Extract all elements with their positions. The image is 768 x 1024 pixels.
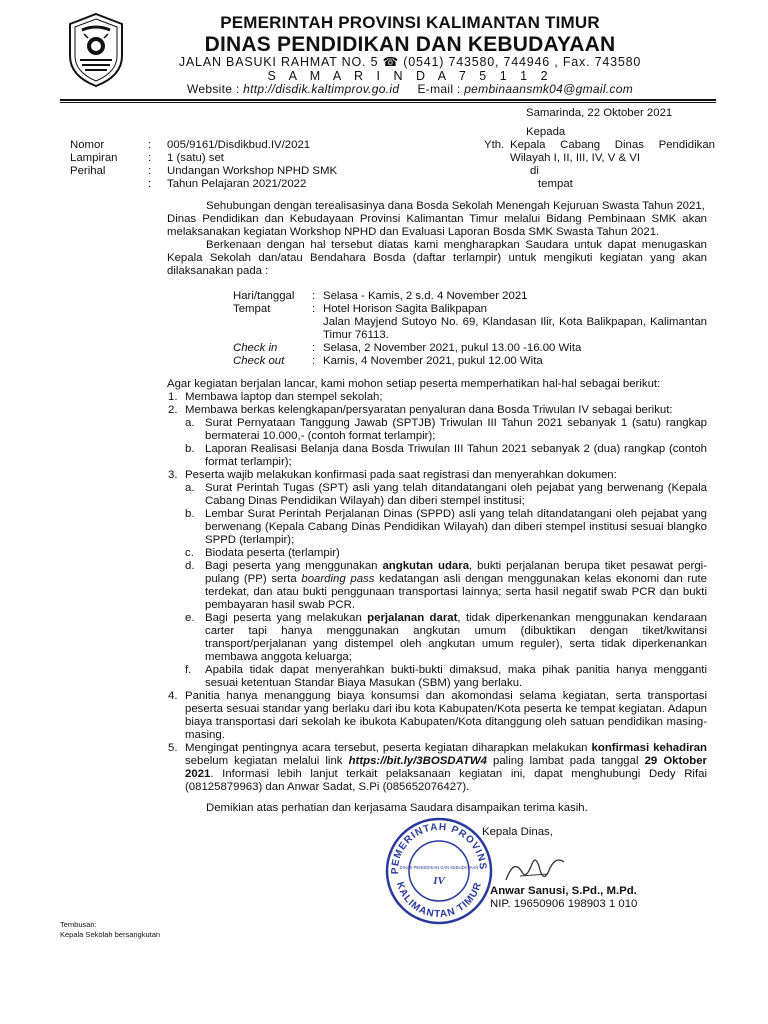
note-4-line3: biaya transportasi dari sekolah ke ibukota Kabupaten/Kota ditanggung oleh satuan pendidikan masing- xyxy=(185,716,707,728)
intro-p1-line1: Sehubungan dengan terealisasinya dana Bosda Sekolah Menengah Kejuruan Swasta Tahun 2021, xyxy=(206,200,705,212)
note-3b-line1: Lembar Surat Perintah Perjalanan Dinas (SPPD) asli yang telah ditandatangani oleh pejabat yang xyxy=(205,508,707,520)
note-3d-line2 xyxy=(205,573,707,586)
note-3a-line2: Cabang Dinas Pendidikan Wilayah) dan diberi stempel institusi; xyxy=(205,495,525,507)
recipient-di: di xyxy=(530,165,539,177)
event-colon: : xyxy=(312,290,316,302)
email-link[interactable]: pembinaansmk04@gmail.com xyxy=(464,82,633,97)
stamp-inner-text: DINAS PENDIDIKAN DAN KEBUDAYAAN xyxy=(399,865,479,870)
registration-link[interactable]: https://bit.ly/3BOSDATW4 xyxy=(348,755,487,767)
note-2b-line2: format terlampir); xyxy=(205,456,292,468)
intro-p2-line3: dilaksanakan pada : xyxy=(167,265,269,277)
note-3b-line2: berwenang (Kepala Cabang Dinas Pendidikan Wilayah) dan diberi stempel institusi sesuai blangko xyxy=(205,521,707,533)
event-colon: : xyxy=(312,355,316,367)
website-label: Website : xyxy=(187,82,244,97)
stamp-bottom-text: KALIMANTAN TIMUR xyxy=(393,880,485,921)
note-5-l2-text-2: paling lambat pada tanggal xyxy=(486,755,645,767)
note-3e-text-2: , tidak diperkenankan menggunakan kendaraan xyxy=(457,612,707,624)
note-3e-line1 xyxy=(205,612,707,625)
note-3d-text: Bagi peserta yang menggunakan xyxy=(205,560,383,572)
list-letter: d. xyxy=(185,560,195,572)
letterhead-contact xyxy=(150,83,670,96)
note-3d-l2-text-2: kedatangan asli dengan menggunakan kelas ekonomi dan rute xyxy=(374,573,707,585)
closing-text: Demikian atas perhatian dan kerjasama Saudara disampaikan terima kasih. xyxy=(206,802,588,814)
intro-p1-line2: Dinas Pendidikan dan Kebudayaan Provinsi Kalimantan Timur melalui Bidang Pembinaan SMK akan xyxy=(167,213,707,225)
list-number: 2. xyxy=(168,404,178,416)
email-label: E-mail : xyxy=(399,82,465,97)
province-emblem-icon xyxy=(66,12,126,88)
letterhead-address: JALAN BASUKI RAHMAT NO. 5 ☎ (0541) 743580, 744946 , Fax. 743580 xyxy=(178,54,642,69)
note-2a-line1: Surat Pernyataan Tanggung Jawab (SPTJB) Triwulan III Tahun 2021 sebanyak 1 (satu) rangkap xyxy=(205,417,707,429)
signatory-nip: NIP. 19650906 198903 1 010 xyxy=(490,898,638,910)
recipient-kepada: Kepada xyxy=(526,126,566,138)
perihal-value-2: Tahun Pelajaran 2021/2022 xyxy=(167,178,307,190)
note-3: Peserta wajib melakukan konfirmasi pada saat registrasi dan menyerahkan dokumen: xyxy=(185,469,617,481)
note-3d-l2-text: pulang (PP) serta xyxy=(205,573,302,585)
carbon-copy xyxy=(60,920,160,940)
note-3c: Biodata peserta (terlampir) xyxy=(205,547,340,559)
note-3d-line4: pembayaran hasil swab PCR. xyxy=(205,599,356,611)
list-letter: a. xyxy=(185,417,195,429)
note-3b-line3: SPPD (terlampir); xyxy=(205,534,295,546)
letterhead-rule xyxy=(60,99,716,101)
perihal-label: Perihal xyxy=(70,165,106,177)
note-3e-text: Bagi peserta yang melakukan xyxy=(205,612,368,624)
note-3f-line2: sesuai ketentuan Standar Biaya Masukan (SBM) yang berlaku. xyxy=(205,677,523,689)
notes-lead: Agar kegiatan berjalan lancar, kami mohon setiap peserta memperhatikan hal-hal sebagai berikut: xyxy=(167,378,661,390)
perihal-value: Undangan Workshop NPHD SMK xyxy=(167,165,338,177)
list-letter: f. xyxy=(185,664,192,676)
letterhead-government: PEMERINTAH PROVINSI KALIMANTAN TIMUR xyxy=(220,13,600,32)
note-3f-line1: Apabila tidak dapat menyerahkan bukti-bukti dimaksud, maka pihak panitia hanya mengganti xyxy=(205,664,707,676)
official-stamp-icon xyxy=(384,816,494,926)
note-5-line1 xyxy=(185,742,707,755)
perihal-colon-2: : xyxy=(148,178,152,190)
note-5-l3-text: . Informasi lebih lanjut terkait pelaksanaan kegiatan ini, dapat menghubungi Dedy Rifai xyxy=(210,768,707,780)
stamp-top-text: PEMERINTAH PROVINS xyxy=(389,821,489,875)
list-letter: b. xyxy=(185,443,195,455)
note-4-line1: Panitia hanya menanggung biaya konsumsi dan akomondasi selama kegiatan, serta transportasi xyxy=(185,690,707,702)
note-2: Membawa berkas kelengkapan/persyaratan penyaluran dana Bosda Triwulan IV sebagai berikut: xyxy=(185,404,673,416)
letterhead-agency: DINAS PENDIDIKAN DAN KEBUDAYAAN xyxy=(204,32,616,56)
deadline-date: 29 Oktober xyxy=(644,755,707,767)
note-3e-line2: carter tapi hanya menggunakan angkutan umum (dibuktikan dengan tiket/kwitansi xyxy=(205,625,707,637)
recipient-line2: Wilayah I, II, III, IV, V & VI xyxy=(510,152,640,164)
note-3e-line3: transport/perjalanan yang distempel oleh angkutan umum reguler), serta tidak diperkenankan xyxy=(205,638,707,650)
deadline-year: 2021 xyxy=(185,768,211,780)
note-2b-line1: Laporan Realisasi Belanja dana Bosda Triwulan III Tahun 2021 sebanyak 2 (dua) rangkap (contoh xyxy=(205,443,707,455)
intro-p2-line1: Berkenaan dengan hal tersebut diatas kami mengharapkan Saudara untuk dapat menugaskan xyxy=(206,239,707,251)
note-3d-line3: terdekat, dan atau bukti penggunaan transportasi lainnya; serta hasil negatif swab PCR dan bukti xyxy=(205,586,707,598)
carbon-copy-label: Tembusan: xyxy=(60,920,97,929)
note-4-line4: masing. xyxy=(185,729,225,741)
lampiran-value: 1 (satu) set xyxy=(167,152,224,164)
nomor-value: 005/9161/Disdikbud.IV/2021 xyxy=(167,139,311,151)
intro-p2-line2: Kepala Sekolah dan/atau Bendahara Bosda (daftar terlampir) untuk mengikuti kegiatan yang akan xyxy=(167,252,707,264)
note-4-line2: peserta sesuai standar yang berlaku dari ibu kota Kabupaten/Kota peserta ke tempat kegiatan. Adapun xyxy=(185,703,707,715)
list-number: 1. xyxy=(168,391,178,403)
event-colon: : xyxy=(312,342,316,354)
note-3d-text-2: , bukti perjalanan berupa tiket pesawat pergi- xyxy=(469,560,708,572)
note-5-line4: (08125879963) dan Anwar Sadat, S.Pi (085652076427). xyxy=(185,781,470,793)
letter-date: Samarinda, 22 Oktober 2021 xyxy=(526,107,673,119)
list-number: 4. xyxy=(168,690,178,702)
event-checkout-value: Kamis, 4 November 2021, pukul 12.00 Wita xyxy=(323,355,543,367)
note-3d-l2-italic: boarding pass xyxy=(301,573,375,585)
list-letter: e. xyxy=(185,612,195,624)
event-checkout-label: Check out xyxy=(233,355,285,367)
event-checkin-value: Selasa, 2 November 2021, pukul 13.00 -16.00 Wita xyxy=(323,342,582,354)
list-number: 5. xyxy=(168,742,178,754)
event-tempat-label: Tempat xyxy=(233,303,271,315)
note-3d-line1 xyxy=(205,560,707,573)
letterhead xyxy=(150,14,670,96)
website-link[interactable]: http://disdik.kaltimprov.go.id xyxy=(243,82,400,97)
list-letter: a. xyxy=(185,482,195,494)
list-letter: c. xyxy=(185,547,194,559)
note-1: Membawa laptop dan stempel sekolah; xyxy=(185,391,383,403)
recipient-tempat: tempat xyxy=(538,178,573,190)
list-number: 3. xyxy=(168,469,178,481)
event-colon: : xyxy=(312,303,316,315)
event-hari-label: Hari/tanggal xyxy=(233,290,295,302)
note-3e-line4: membawa anggota keluarga; xyxy=(205,651,352,663)
note-3a-line1: Surat Perintah Tugas (SPT) asli yang telah ditandatangani oleh pejabat yang berwenang (Kepala xyxy=(205,482,707,494)
carbon-copy-item: Kepala Sekolah bersangkutan xyxy=(60,930,161,939)
letterhead-city: S A M A R I N D A 7 5 1 1 2 xyxy=(267,68,553,83)
note-5-line2 xyxy=(185,755,707,768)
nomor-colon: : xyxy=(148,139,152,151)
letterhead-rule-thin xyxy=(60,102,716,103)
stamp-roman-text: IV xyxy=(433,875,445,887)
note-5-emphasis: konfirmasi kehadiran xyxy=(591,742,707,754)
signatory-name: Anwar Sanusi, S.Pd., M.Pd. xyxy=(490,885,637,897)
event-tempat-address-2: Timur 76113. xyxy=(323,329,389,341)
signatory-title: Kepala Dinas, xyxy=(482,826,553,838)
intro-p1-line3: melaksanakan kegiatan Workshop NPHD dan Evaluasi Laporan Bosda SMK Swasta Tahun 2021. xyxy=(167,226,660,238)
event-hari-value: Selasa - Kamis, 2 s.d. 4 November 2021 xyxy=(323,290,528,302)
recipient-line1: Kepala Cabang Dinas Pendidikan xyxy=(510,139,715,151)
note-3d-emphasis: angkutan udara xyxy=(382,560,470,572)
event-checkin-label: Check in xyxy=(233,342,278,354)
note-3e-emphasis: perjalanan darat xyxy=(367,612,458,624)
note-2a-line2: bermaterai 10.000,- (contoh format terlampir); xyxy=(205,430,436,442)
recipient-yth: Yth. xyxy=(484,139,505,151)
note-5-l2-text: sebelum kegiatan melalui link xyxy=(185,755,349,767)
event-tempat-address: Jalan Mayjend Sutoyo No. 69, Klandasan Ilir, Kota Balikpapan, Kalimantan xyxy=(323,316,707,328)
event-tempat-value: Hotel Horison Sagita Balikpapan xyxy=(323,303,487,315)
signature-scribble-icon xyxy=(500,850,570,890)
nomor-label: Nomor xyxy=(70,139,105,151)
lampiran-colon: : xyxy=(148,152,152,164)
list-letter: b. xyxy=(185,508,195,520)
note-5-line3 xyxy=(185,768,707,781)
lampiran-label: Lampiran xyxy=(70,152,118,164)
note-5-text: Mengingat pentingnya acara tersebut, peserta kegiatan diharapkan melakukan xyxy=(185,742,592,754)
perihal-colon: : xyxy=(148,165,152,177)
